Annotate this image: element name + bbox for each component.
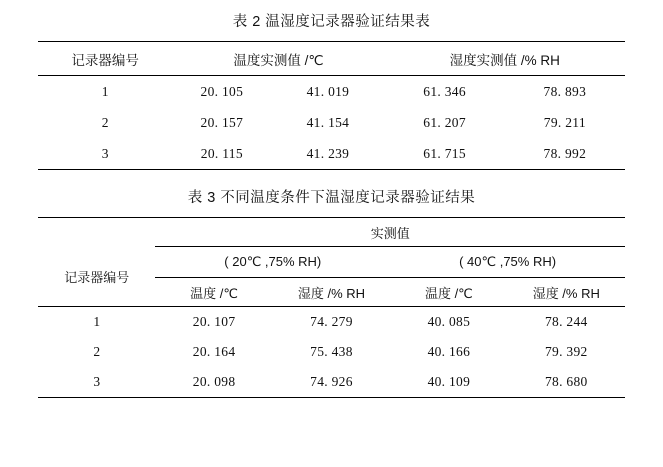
table-row — [38, 107, 625, 138]
table-row — [38, 138, 625, 170]
table3-cell-c1-temp: 20. 107 — [192, 314, 236, 329]
table3 — [38, 217, 625, 398]
table2-cell-temp2: 41. 019 — [306, 83, 350, 99]
table2-header-temp: 温度实测值 /℃ — [172, 42, 384, 76]
table3-cell-c2-temp: 40. 166 — [427, 344, 471, 359]
table2-title: 表 2 温湿度记录器验证结果表 — [232, 14, 431, 30]
table2-cell-hum1: 61. 715 — [385, 138, 505, 170]
table3-cell-c1-hum: 75. 438 — [310, 344, 353, 359]
table2-cell-temp1: 20. 157 — [200, 114, 244, 130]
table-row — [38, 307, 625, 338]
table2-cell-id: 1 — [101, 83, 109, 99]
table3-cell-c1-hum: 74. 279 — [310, 314, 353, 329]
table2-cell-hum1: 61. 207 — [423, 114, 466, 130]
table3-cell-c2-hum: 78. 244 — [544, 314, 588, 329]
table-row — [38, 337, 625, 367]
table2-cell-temp2: 41. 239 — [271, 138, 384, 170]
table3-unit-hum-1: 湿度 /% RH — [273, 278, 390, 307]
table3-unit-temp-2: 温度 /℃ — [390, 278, 507, 307]
table2-header-row — [38, 42, 625, 76]
table3-unit-temp-1: 温度 /℃ — [155, 278, 272, 307]
table3-header-measured: 实测值 — [155, 218, 625, 247]
table2-cell-hum1: 61. 346 — [423, 83, 466, 99]
table-row — [38, 367, 625, 398]
table3-cell-c1-temp: 20. 164 — [192, 344, 236, 359]
table3-header-condition1: ( 20℃ ,75% RH) — [155, 247, 390, 278]
table2-header-id: 记录器编号 — [38, 42, 172, 76]
table2-cell-hum2: 78. 992 — [505, 138, 625, 170]
table3-measured-row — [38, 218, 625, 247]
table3-cell-c2-hum: 79. 392 — [544, 344, 588, 359]
table2-cell-hum2: 78. 893 — [543, 83, 587, 99]
table3-header-id: 记录器编号 — [38, 247, 155, 307]
table3-cell-c1-temp: 20. 098 — [155, 367, 272, 398]
table2-cell-id: 3 — [38, 138, 172, 170]
table2-cell-temp1: 20. 115 — [172, 138, 271, 170]
table2 — [38, 41, 625, 170]
table3-cell-c2-hum: 78. 680 — [508, 367, 625, 398]
table2-cell-hum2: 79. 211 — [543, 114, 586, 130]
table3-title: 表 3 不同温度条件下温湿度记录器验证结果 — [187, 190, 476, 206]
table2-cell-temp2: 41. 154 — [306, 114, 350, 130]
table3-cell-id: 1 — [93, 314, 101, 329]
table3-cell-id: 3 — [38, 367, 155, 398]
table3-cell-c2-temp: 40. 085 — [427, 314, 471, 329]
table3-cell-id: 2 — [93, 344, 101, 359]
table2-cell-id: 2 — [101, 114, 109, 130]
table-row — [38, 76, 625, 108]
table2-header-hum: 湿度实测值 /% RH — [385, 42, 626, 76]
table3-condition-row — [38, 247, 625, 278]
table3-unit-hum-2: 湿度 /% RH — [508, 278, 625, 307]
table3-blank-corner — [38, 218, 155, 247]
table3-cell-c2-temp: 40. 109 — [390, 367, 507, 398]
table3-cell-c1-hum: 74. 926 — [273, 367, 390, 398]
table3-header-condition2: ( 40℃ ,75% RH) — [390, 247, 625, 278]
table2-cell-temp1: 20. 105 — [200, 83, 244, 99]
